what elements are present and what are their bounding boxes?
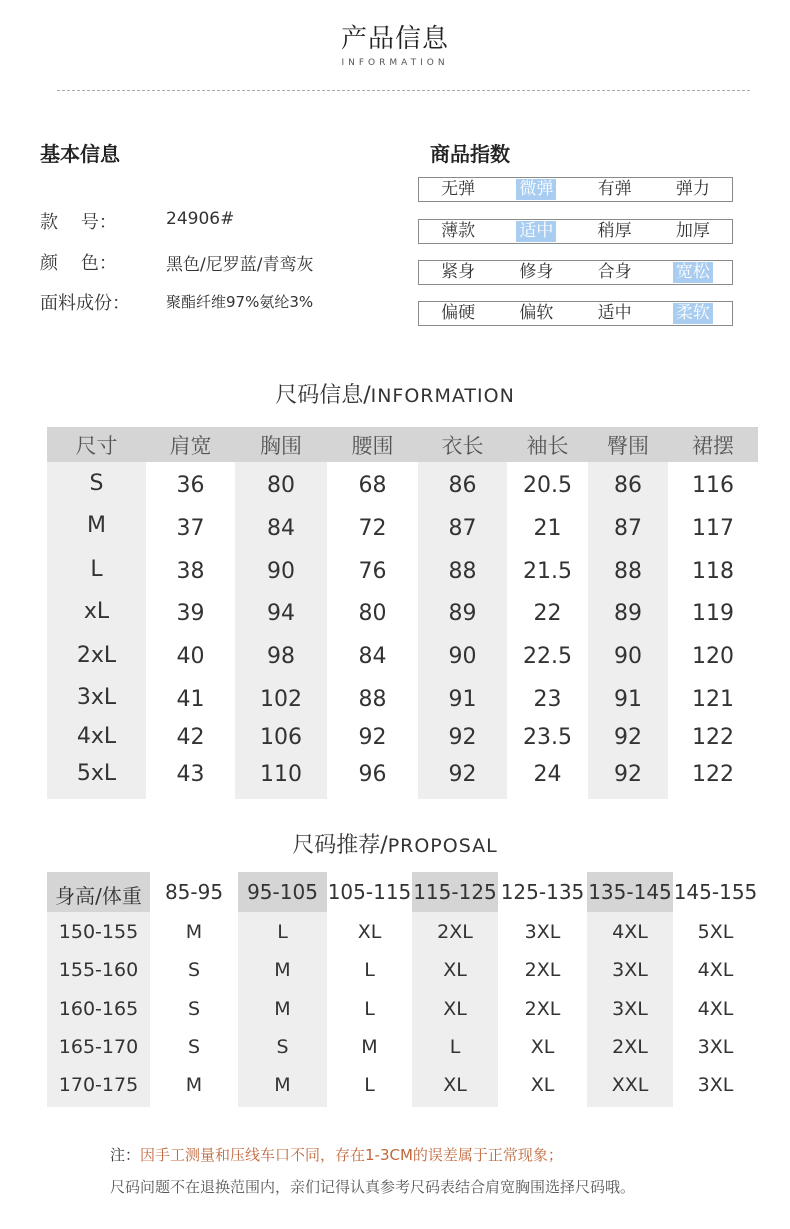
proposal-heading-en: PROPOSAL (387, 835, 498, 857)
size-header-cell: 袖长 (526, 434, 569, 458)
proposal-size-cell: M (361, 1036, 378, 1058)
index-option-label: 稍厚 (597, 221, 632, 241)
size-info-heading-cn: 尺码信息/ (275, 383, 371, 408)
index-option-label: 宽松 (673, 262, 713, 283)
proposal-size-cell: L (449, 1036, 461, 1058)
size-value-cell: 86 (614, 473, 642, 498)
index-option (576, 261, 654, 284)
size-value-cell: 41 (176, 687, 205, 712)
proposal-size-cell: S (276, 1036, 289, 1058)
proposal-size-cell: L (277, 921, 288, 943)
proposal-header-cell: 115-125 (413, 880, 497, 904)
proposal-size-cell: XL (443, 1074, 467, 1096)
size-value-cell: 22 (533, 601, 562, 626)
size-header-cell: 腰围 (351, 434, 394, 458)
proposal-size-cell: 4XL (697, 959, 734, 981)
proposal-header-cell: 135-145 (588, 880, 672, 904)
header-divider (57, 90, 750, 91)
index-option (419, 261, 497, 284)
proposal-size-cell: L (364, 1074, 375, 1096)
size-value-cell: 23 (533, 687, 562, 712)
size-value-cell: 42 (176, 725, 205, 750)
index-option (576, 302, 654, 325)
index-option-label: 柔软 (673, 303, 713, 324)
size-value-cell: 116 (692, 473, 734, 498)
proposal-size-cell: 2XL (437, 921, 473, 943)
index-option (419, 220, 497, 243)
proposal-size-cell: M (185, 1074, 203, 1096)
size-value-cell: 88 (614, 559, 642, 584)
size-label-cell: 4xL (76, 724, 117, 749)
proposal-size-cell: L (364, 959, 375, 981)
size-value-cell: 92 (358, 725, 387, 750)
index-option-label: 偏软 (519, 303, 554, 323)
size-value-cell: 89 (448, 601, 477, 626)
proposal-size-cell: XL (530, 1036, 555, 1058)
proposal-size-cell: 3XL (697, 1036, 734, 1058)
size-value-cell: 102 (260, 687, 302, 712)
size-value-cell: 21.5 (523, 559, 572, 584)
size-header-cell: 裙摆 (692, 434, 734, 458)
proposal-height-cell: 160-165 (58, 998, 139, 1020)
note-line-2: 尺码问题不在退换范围内，亲们记得认真参考尺码表结合肩宽胸围选择尺码哦。 (110, 1178, 636, 1196)
size-info-heading-en: INFORMATION (370, 385, 515, 407)
proposal-size-cell: M (274, 1074, 291, 1096)
size-value-cell: 43 (176, 762, 205, 787)
size-value-cell: 91 (614, 687, 642, 712)
index-option-label: 弹力 (675, 179, 710, 199)
proposal-size-cell: XL (443, 998, 467, 1020)
proposal-size-cell: S (187, 1036, 201, 1058)
proposal-size-cell: XL (357, 921, 382, 943)
size-value-cell: 98 (267, 644, 295, 669)
proposal-size-cell: 2XL (524, 959, 561, 981)
size-value-cell: 121 (692, 687, 734, 712)
size-value-cell: 80 (267, 473, 295, 498)
index-row (418, 301, 733, 326)
size-value-cell: 88 (448, 559, 477, 584)
proposal-size-cell: S (187, 959, 201, 981)
page-title: 产品信息 (340, 24, 449, 54)
index-option-label: 有弹 (597, 179, 632, 199)
size-value-cell: 40 (176, 644, 205, 669)
proposal-size-cell: 2XL (612, 1036, 648, 1058)
size-value-cell: 122 (692, 762, 734, 787)
size-header-cell: 尺寸 (75, 434, 118, 458)
index-option-label: 加厚 (675, 221, 710, 241)
proposal-size-cell: 4XL (612, 921, 648, 943)
size-value-cell: 20.5 (523, 473, 572, 498)
proposal-height-cell: 150-155 (58, 921, 139, 943)
note-lead: 注： (110, 1146, 141, 1164)
proposal-size-cell: M (274, 998, 291, 1020)
index-option-label: 紧身 (441, 262, 476, 282)
fabric-value: 聚酯纤维97%氨纶3% (166, 293, 314, 311)
proposal-size-cell: 3XL (612, 998, 648, 1020)
proposal-size-cell: XL (530, 1074, 555, 1096)
proposal-size-cell: M (185, 921, 203, 943)
size-value-cell: 36 (176, 473, 205, 498)
size-value-cell: 119 (692, 601, 734, 626)
proposal-height-cell: 170-175 (58, 1074, 139, 1096)
size-value-cell: 117 (692, 516, 734, 541)
size-header-cell: 胸围 (260, 434, 302, 458)
index-option (419, 178, 497, 201)
index-option (419, 302, 497, 325)
index-option-label: 修身 (519, 262, 554, 282)
size-value-cell: 87 (448, 516, 477, 541)
size-value-cell: 39 (176, 601, 205, 626)
size-value-cell: 92 (614, 762, 642, 787)
proposal-size-cell: M (274, 959, 291, 981)
size-value-cell: 89 (614, 601, 642, 626)
proposal-table (47, 872, 758, 1107)
size-value-cell: 21 (533, 516, 562, 541)
size-value-cell: 38 (176, 559, 205, 584)
index-option (497, 302, 575, 325)
size-value-cell: 90 (614, 644, 642, 669)
index-option-label: 偏硬 (441, 303, 476, 323)
page-subtitle: INFORMATION (341, 58, 449, 68)
size-value-cell: 120 (692, 644, 734, 669)
index-option-label: 薄款 (441, 221, 476, 241)
index-row (418, 260, 733, 285)
proposal-header-cell: 145-155 (673, 880, 758, 904)
index-option-label: 无弹 (441, 179, 476, 199)
size-value-cell: 84 (358, 644, 387, 669)
size-value-cell: 96 (358, 762, 387, 787)
size-value-cell: 84 (267, 516, 295, 541)
index-option (654, 261, 732, 284)
product-index-title: 商品指数 (430, 142, 510, 166)
size-value-cell: 80 (358, 601, 387, 626)
proposal-size-cell: 3XL (612, 959, 648, 981)
size-label-cell: 3xL (76, 685, 117, 710)
proposal-heading (0, 828, 790, 859)
size-label-cell: 5xL (76, 761, 117, 786)
index-option (576, 178, 654, 201)
index-option (497, 178, 575, 201)
size-table (47, 427, 758, 799)
proposal-size-cell: XL (443, 959, 467, 981)
size-value-cell: 92 (448, 762, 477, 787)
index-option (497, 261, 575, 284)
index-row (418, 177, 733, 202)
proposal-size-cell: 2XL (524, 998, 561, 1020)
proposal-header-cell: 身高/体重 (55, 884, 142, 908)
size-value-cell: 37 (176, 516, 205, 541)
size-header-cell: 臀围 (607, 434, 649, 458)
style-number-label: 款 号： (40, 212, 117, 233)
color-label: 颜 色： (40, 253, 117, 274)
basic-info-title: 基本信息 (40, 142, 120, 166)
size-label-cell: xL (83, 599, 110, 624)
size-value-cell: 22.5 (523, 644, 572, 669)
proposal-header-cell: 125-135 (500, 880, 585, 904)
note-text-1: 因手工测量和压线车口不同，存在1-3CM的误差属于正常现象； (140, 1146, 563, 1164)
proposal-header-cell: 85-95 (164, 880, 224, 904)
size-value-cell: 94 (267, 601, 295, 626)
size-value-cell: 24 (533, 762, 562, 787)
proposal-header-cell: 95-105 (247, 880, 318, 904)
proposal-size-cell: 3XL (697, 1074, 734, 1096)
size-value-cell: 23.5 (523, 725, 572, 750)
index-option-label: 适中 (516, 221, 556, 242)
index-option (497, 220, 575, 243)
proposal-height-cell: 165-170 (58, 1036, 139, 1058)
size-value-cell: 118 (692, 559, 734, 584)
size-value-cell: 92 (448, 725, 477, 750)
size-header-cell: 肩宽 (169, 434, 212, 458)
proposal-size-cell: 4XL (697, 998, 734, 1020)
index-option (654, 220, 732, 243)
size-value-cell: 122 (692, 725, 734, 750)
index-option (654, 302, 732, 325)
size-info-heading (0, 378, 790, 409)
size-value-cell: 90 (448, 644, 477, 669)
index-option-label: 适中 (597, 303, 632, 323)
size-header-cell: 衣长 (441, 434, 484, 458)
index-option (576, 220, 654, 243)
proposal-size-cell: S (187, 998, 201, 1020)
index-row (418, 219, 733, 244)
size-value-cell: 92 (614, 725, 642, 750)
proposal-header-cell: 105-115 (327, 880, 412, 904)
size-label-cell: L (90, 557, 103, 582)
proposal-size-cell: 3XL (524, 921, 561, 943)
size-value-cell: 87 (614, 516, 642, 541)
size-label-cell: M (87, 513, 106, 538)
size-value-cell: 86 (448, 473, 477, 498)
proposal-height-cell: 155-160 (58, 959, 139, 981)
index-option-label: 微弹 (516, 179, 556, 200)
index-option-label: 合身 (597, 262, 632, 282)
size-value-cell: 76 (358, 559, 387, 584)
proposal-size-cell: XXL (611, 1074, 649, 1096)
size-value-cell: 106 (260, 725, 302, 750)
style-number-value: 24906# (166, 209, 235, 229)
proposal-size-cell: L (364, 998, 375, 1020)
size-value-cell: 68 (358, 473, 387, 498)
size-label-cell: 2xL (76, 643, 117, 668)
size-value-cell: 91 (448, 687, 477, 712)
note-line-1 (110, 1144, 563, 1165)
size-value-cell: 72 (358, 516, 387, 541)
size-label-cell: S (89, 471, 104, 496)
color-value: 黑色/尼罗蓝/青鸾灰 (166, 255, 314, 275)
fabric-label: 面料成份： (40, 293, 130, 314)
index-option (654, 178, 732, 201)
proposal-heading-cn: 尺码推荐/ (292, 833, 388, 858)
size-value-cell: 90 (267, 559, 295, 584)
size-value-cell: 88 (358, 687, 387, 712)
proposal-size-cell: 5XL (697, 921, 734, 943)
size-value-cell: 110 (260, 762, 302, 787)
